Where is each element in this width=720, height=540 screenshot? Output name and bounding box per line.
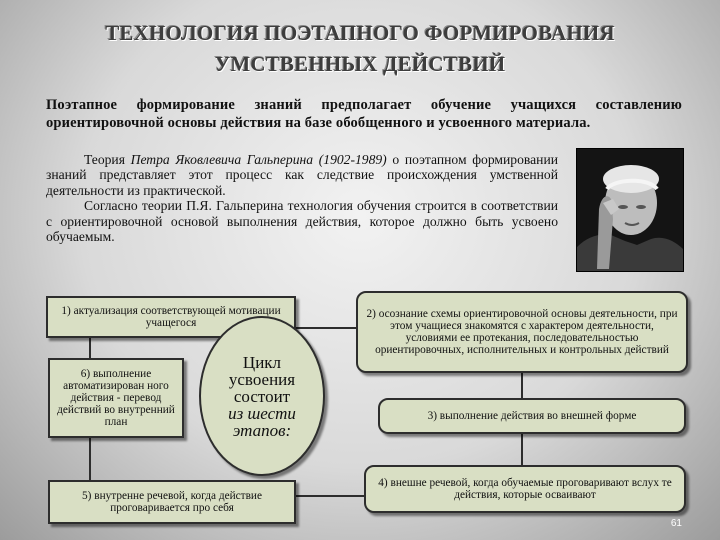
step-6-box: 6) выполнение автоматизирован ного действия - перевод действий во внутренний план: [48, 358, 184, 438]
intro-paragraph: Поэтапное формирование знаний предполагает обучение учащихся составлению ориентировочной основы действия на базе обобщенного и усвоенного материала.: [46, 97, 682, 131]
step-2-box: 2) осознание схемы ориентировочной основы деятельности, при этом учащиеся знакомятся с характером деятельности, условиями ее протекания, последовательностью ориентировочных, исполнительных и контрольных действий: [356, 291, 688, 373]
page-number: 61: [670, 518, 682, 529]
cycle-center-oval: [199, 316, 325, 476]
center-line-5: этапов:: [232, 420, 292, 440]
step-1-box: 1) актуализация соответствующей мотивации учащегося: [46, 296, 296, 338]
title-line-2: УМСТВЕННЫХ ДЕЙСТВИЙ: [214, 52, 506, 76]
theory-prefix: Теория: [84, 152, 131, 167]
center-line-1: Цикл: [242, 352, 282, 372]
step-5-box: 5) внутренне речевой, когда действие проговаривается про себя: [48, 480, 296, 524]
step-3-box: 3) выполнение действия во внешней форме: [378, 398, 686, 434]
center-line-3: состоит: [233, 386, 291, 406]
center-line-4: из шести: [228, 403, 296, 423]
center-line-2: усвоения: [228, 369, 296, 389]
title-line-1: ТЕХНОЛОГИЯ ПОЭТАПНОГО ФОРМИРОВАНИЯ: [105, 21, 615, 45]
paragraph-technology: Согласно теории П.Я. Гальперина технология обучения строится в соответствии с ориентировочной основой выполнения действия, которое должно быть усвоено обучаемым.: [46, 198, 558, 245]
galperin-name: Петра Яковлевича Гальперина (1902-1989): [130, 152, 387, 167]
theory-suffix: о поэтапном формировании знаний представляет этот процесс как следствие происхождения умственной деятельности из практической.: [46, 152, 558, 198]
step-4-box: 4) внешне речевой, когда обучаемые проговаривают вслух те действия, которые осваивают: [364, 465, 686, 513]
